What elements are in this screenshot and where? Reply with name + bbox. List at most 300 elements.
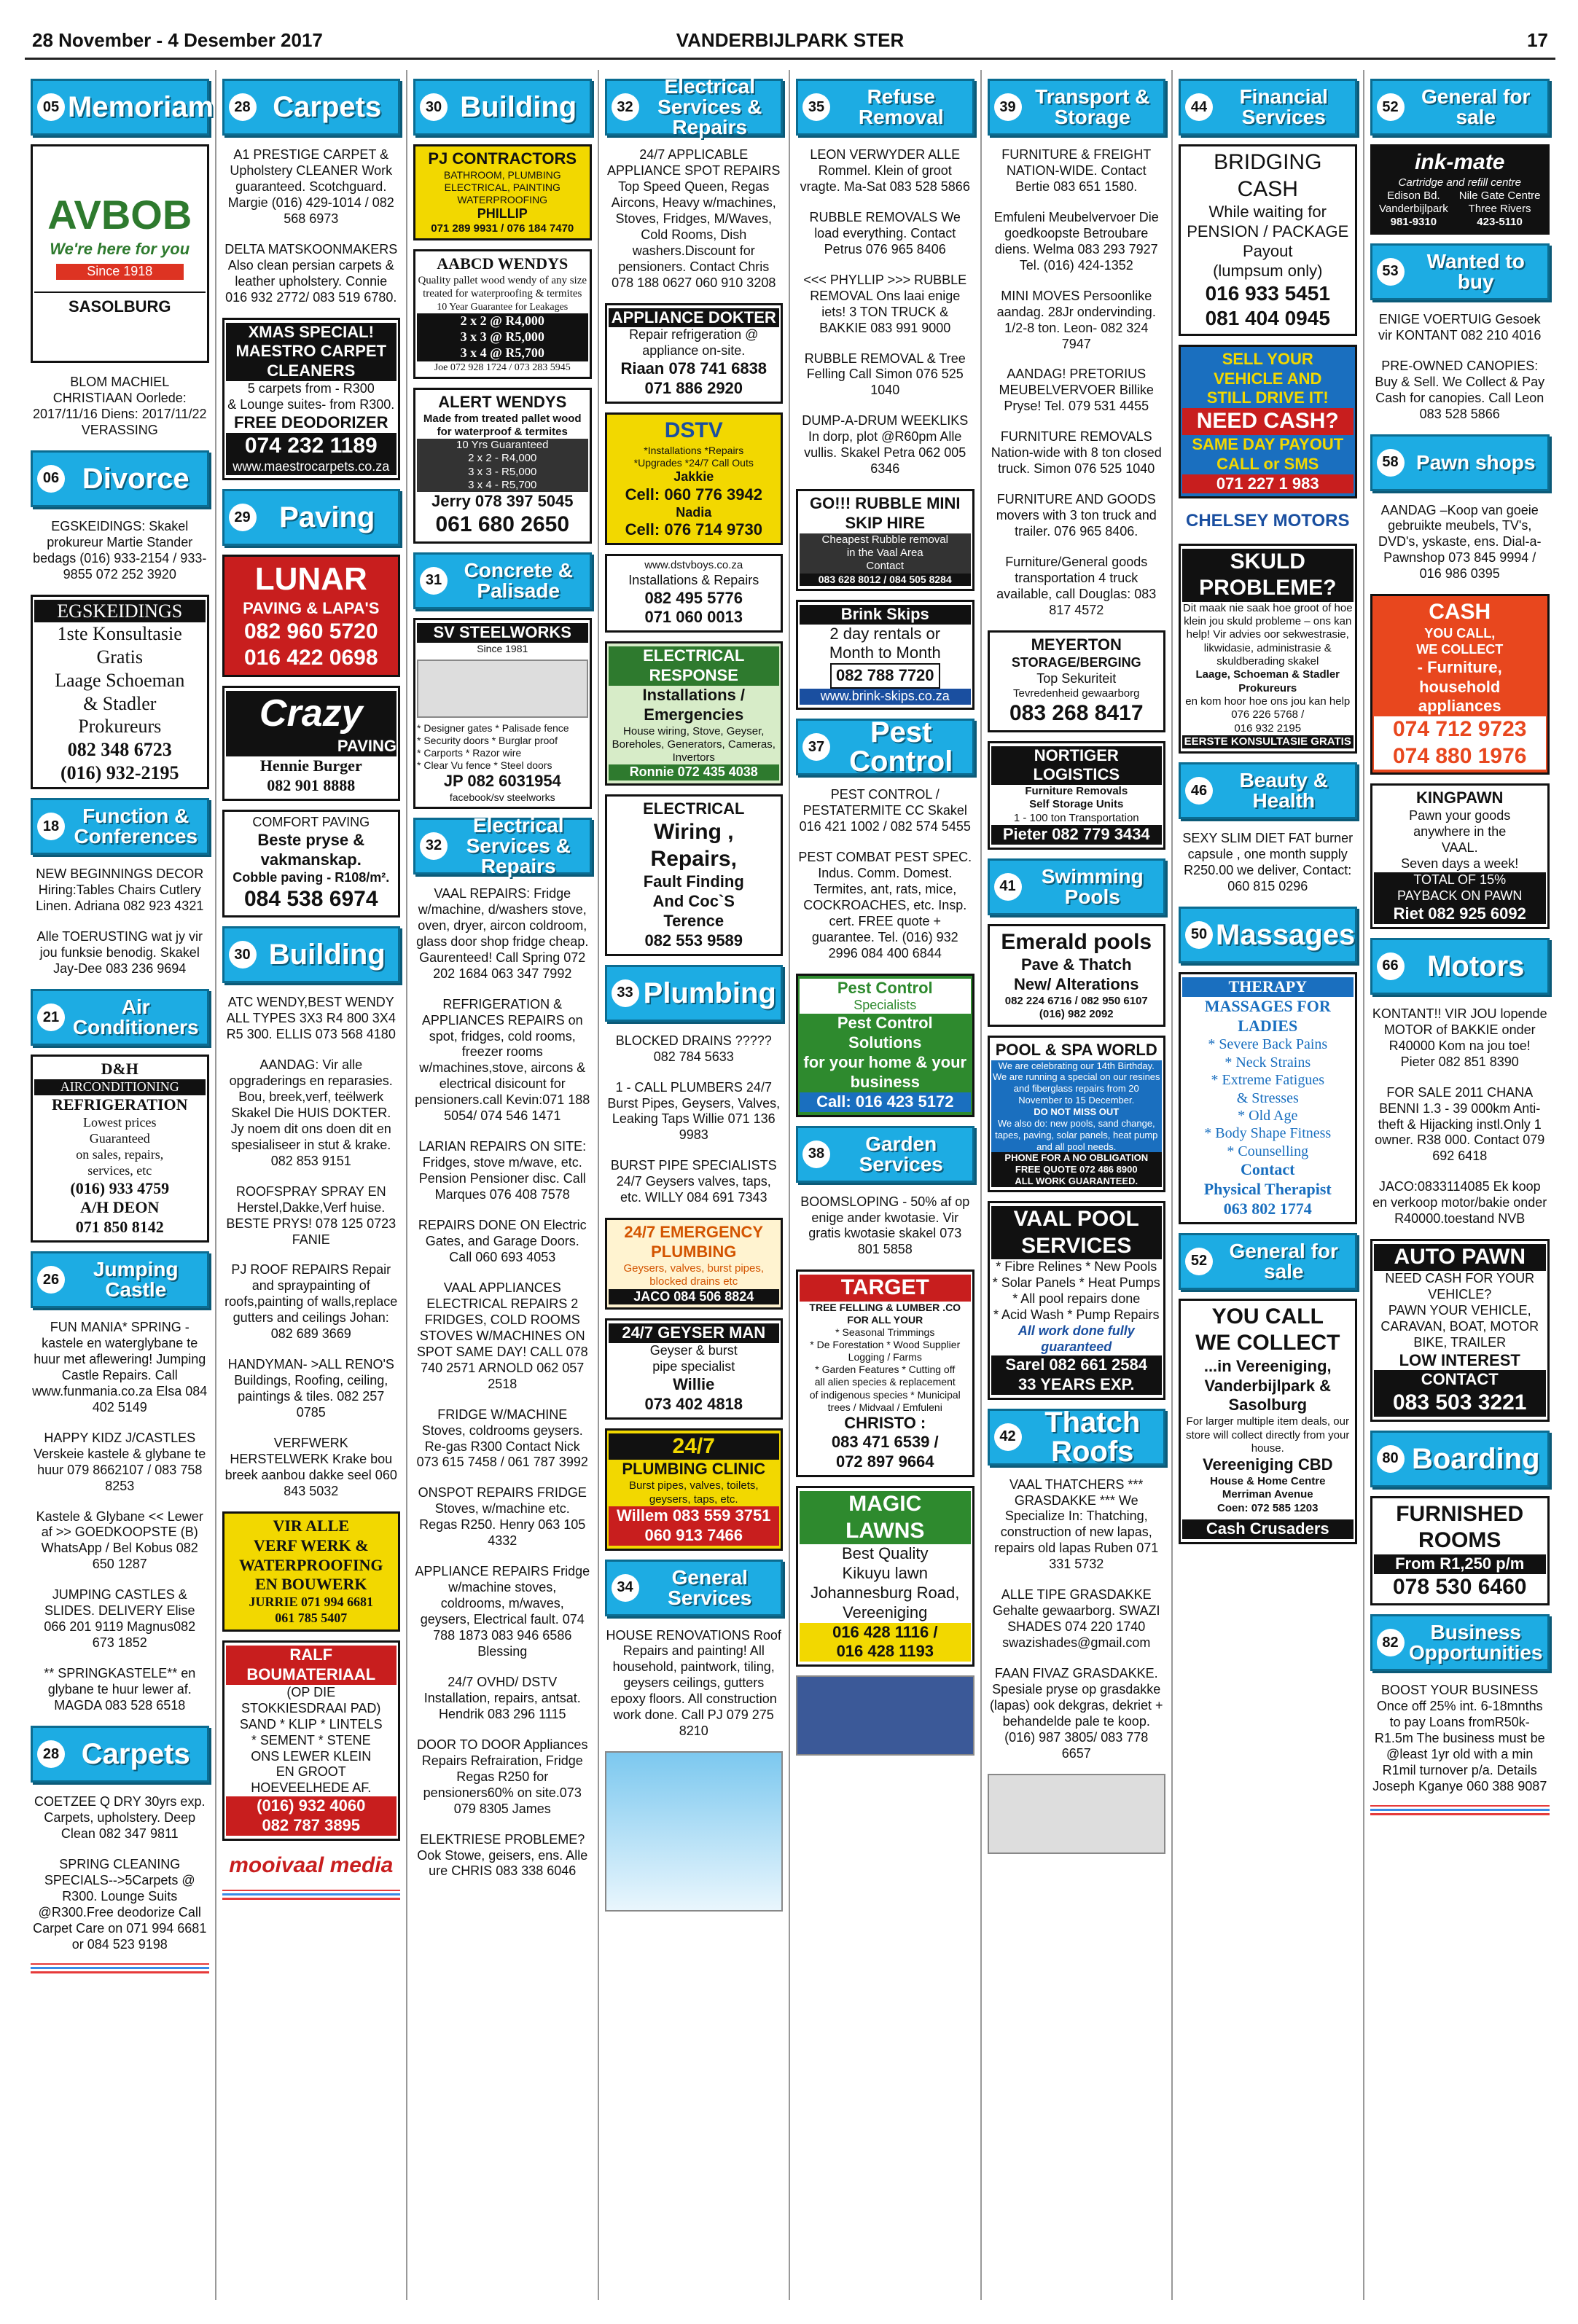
furnished-rooms-ad (1370, 1496, 1550, 1606)
door-to-door-ad: DOOR TO DOOR Appliances Repairs Refrairation, Fridge Regas R250 for pensioners60% on site.073 079 8305 James (417, 1737, 588, 1816)
category-title: Function & Conferences (74, 805, 198, 848)
ad-line: D&H (101, 1060, 138, 1079)
ralf-ad (222, 1640, 401, 1841)
classifieds-image (988, 1774, 1166, 1854)
category-number: 30 (229, 941, 257, 969)
ad-line: Geysers, valves, burst pipes, blocked drains etc (623, 1261, 765, 1288)
ad-line: 3 x 4 - R5,700 (417, 479, 588, 492)
ad-line: LUNAR (254, 561, 367, 598)
phyllip-ad: <<< PHYLLIP >>> RUBBLE REMOVAL Ons laai enige iets! 3 TON TRUCK & BAKKIE 083 991 9000 (803, 272, 967, 335)
emfuleni-ad: Emfuleni Meubelvervoer Die goedkoopste Betroubare diens. Welma 083 293 7927 Tel. (016) 424-1352 (993, 209, 1159, 273)
ad-line: 10 Year Guarantee for Leakages (437, 301, 569, 313)
ad-line: CALL or SMS (1216, 454, 1319, 473)
ad-line: EN BOUWERK (255, 1575, 367, 1594)
ad-line: * Security doors * Burglar proof (417, 734, 558, 746)
ad-logo: Cash Crusaders (1182, 1519, 1354, 1539)
category-header (1370, 1614, 1550, 1671)
ad-line: & Stresses (1236, 1089, 1299, 1106)
ad-phone: 016 428 1193 (800, 1642, 971, 1662)
ad-line: All work done fully guaranteed (1018, 1323, 1135, 1354)
ad-line: *Upgrades *24/7 Call Outs (633, 456, 754, 469)
ad-line: HOEVEELHEDE AF. (251, 1780, 372, 1796)
page-header (25, 16, 1555, 60)
ad-line: RESPONSE (609, 666, 780, 686)
category-number: 42 (994, 1423, 1022, 1451)
ad-line: EERSTE KONSULTASIE GRATIS (1182, 735, 1354, 748)
mooivaal-logo: mooivaal media (229, 1853, 394, 1878)
category-header (31, 1251, 209, 1308)
magic-lawns-ad (796, 1486, 974, 1667)
delta-ad: DELTA MATSKOONMAKERS Also clean persian carpets & leather upholstery. Connie 016 932 2772/ 083 519 6780. (224, 241, 398, 305)
ad-line: COMFORT PAVING (252, 814, 370, 829)
ad-phone: 016 932 2195 (1234, 721, 1302, 735)
ad-line: Wiring , (653, 820, 734, 845)
ad-line: Burst pipes, valves, toilets, geysers, taps, etc. (628, 1479, 759, 1506)
huis-dokter-ad: AANDAG: Vir alle opgraderings en reparasies. Bou, breek,verf, teëlwerk Skakel Die HUIS DOKTER. Jy noem dit ons doen dit en spesialiseer in stut & krake. 082 853 9151 (229, 1057, 393, 1168)
ad-phone: 074 232 1189 (226, 433, 397, 460)
boomsloping-ad: BOOMSLOPING - 50% af op enige ander kwotasie. Vir gratis kwotasie skakel 073 801 5858 (800, 1194, 970, 1257)
ad-phone: 061 680 2650 (435, 512, 569, 537)
category-number: 21 (37, 1003, 65, 1031)
ad-line: SV STEELWORKS (417, 623, 588, 643)
roofspray-ad: ROOFSPRAY SPRAY EN Herstel,Dakke,Verf huise. BESTE PRYS! 078 125 0723 FANIE (226, 1183, 397, 1247)
category-number: 53 (1377, 258, 1405, 286)
category-title: Business Opportunities (1408, 1621, 1543, 1664)
category-title: Pest Control (849, 716, 953, 778)
ad-line: Terence (663, 912, 724, 931)
emergency-plumbing-ad (605, 1218, 784, 1310)
ad-line: PAVING (226, 737, 397, 756)
ad-phone: 083 559 3751 (672, 1506, 771, 1525)
ad-phone: 074 712 9723 (1374, 716, 1546, 743)
avbob-branch: SASOLBURG (34, 292, 206, 317)
category-title: Boarding (1411, 1442, 1540, 1475)
category-number: 33 (612, 979, 639, 1007)
ad-line: for your home & your (803, 1053, 967, 1072)
category-title: Financial Services (1239, 85, 1328, 128)
ad-line: 3 x 3 - R5,000 (417, 466, 588, 479)
category-title: Concrete & Palisade (464, 558, 573, 602)
category-number: 28 (37, 1740, 65, 1768)
comfort-paving-ad (222, 810, 401, 918)
rubble-petrus-ad: RUBBLE REMOVALS We load everything. Contact Petrus 076 965 8406 (809, 209, 961, 257)
maestro-ad (222, 318, 401, 481)
ad-line: services, etc (87, 1162, 152, 1178)
toerusting-ad: Alle TOERUSTING wat jy vir jou funksie benodig. Skakel Jay-Dee 083 236 9694 (36, 929, 203, 977)
ad-line: PLUMBING (651, 1243, 737, 1261)
ad-line: *Installations *Repairs (644, 444, 744, 456)
springkastele-ad: ** SPRINGKASTELE** en glybane te huur lewer af. MAGDA 083 528 6518 (44, 1666, 196, 1713)
ad-line: WATERPROOFING (238, 1555, 383, 1574)
category-header (796, 1126, 974, 1183)
ad-line: business (850, 1072, 920, 1091)
ad-line: CHRISTO : (844, 1413, 926, 1432)
faan-fivaz-ad: FAAN FIVAZ GRASDAKKE. Spesiale pryse op grasdakke (lapas) ook dekgras, dekriet + behandelde pale te koop. (016) 987 3805/ 083 778 6657 (989, 1666, 1163, 1761)
ad-line: Pave & Thatch (1020, 955, 1132, 974)
kontant-ad: KONTANT!! VIR JOU lopende MOTOR of BAKKIE onder R40000 Kom na jou toe! Pieter 082 851 8390 (1372, 1006, 1547, 1069)
ad-line: Contact (800, 560, 971, 573)
avbob-ad (31, 144, 209, 363)
ad-line: AIRCONDITIONING (34, 1079, 206, 1095)
category-title: Building (268, 939, 386, 971)
ad-phone: 084 538 6974 (243, 886, 378, 911)
category-header (31, 798, 209, 855)
1-call-plumbers-ad: 1 - CALL PLUMBERS 24/7 Burst Pipes, Geysers, Valves, Leaking Taps Willie 071 136 9983 (607, 1079, 781, 1143)
ad-line: VERF WERK & (253, 1535, 369, 1554)
ad-phone: 083 503 3221 (1374, 1390, 1546, 1417)
ad-line: 1ste Konsultasie (57, 623, 182, 645)
category-title: Paving (279, 501, 375, 534)
ad-line: * Clear Vu fence * Steel doors (417, 759, 552, 771)
vaal-pool-services-ad (988, 1201, 1166, 1400)
ad-line: en kom hoor hoe ons jou kan help (1185, 695, 1351, 708)
category-header (1370, 434, 1550, 491)
pj-roof-ad: PJ ROOF REPAIRS Repair and spraypainting of roofs,painting of walls,replace gutters and ceilings Johan: 082 689 3669 (224, 1262, 398, 1342)
ad-line: all alien species & replacement (814, 1376, 956, 1388)
sexy-slim-ad: SEXY SLIM DIET FAT burner capsule , one month supply R250.00 we deliver, Contact: 060 815 0296 (1182, 831, 1354, 893)
category-header (31, 989, 209, 1046)
ad-phone: 016 933 5451 (1205, 281, 1330, 305)
facebook-thumbs-image (796, 1675, 974, 1756)
ad-phone: 981-9310 (1390, 216, 1437, 229)
ad-line: PAYBACK ON PAWN (1374, 888, 1546, 904)
ad-line: Hennie Burger (259, 756, 362, 775)
avbob-slogan: We're here for you (50, 240, 190, 259)
ad-line: Guaranteed (89, 1130, 150, 1146)
kingpawn-ad (1370, 783, 1550, 928)
category-header (413, 552, 592, 609)
ad-website: www.dstvboys.co.za (644, 559, 743, 572)
ad-line: From R1,250 p/m (1374, 1554, 1546, 1574)
ad-line: Laage, Schoeman & Stadler Prokureurs (1195, 668, 1340, 695)
ad-line: CASH (1237, 176, 1298, 201)
ad-line: SAND * KLIP * LINTELS (239, 1716, 383, 1732)
category-header (1370, 243, 1550, 300)
ad-phone: (016) 932 4060 (226, 1796, 397, 1816)
ad-phone: Sarel 082 661 2584 (991, 1355, 1163, 1375)
ad-phone: (016) 982 2092 (1039, 1008, 1114, 1021)
ad-line: ALERT WENDYS (438, 392, 567, 411)
avbob-logo: AVBOB (47, 192, 192, 238)
ad-line: EN GROOT (276, 1764, 346, 1780)
larian-ad: LARIAN REPAIRS ON SITE: Fridges, stove m/wave, etc. Pension Pensioner disc. Call Marques 076 408 7578 (418, 1139, 587, 1202)
ad-phone: 063 802 1774 (1223, 1199, 1312, 1218)
pool-spa-world-ad (988, 1036, 1166, 1192)
category-title: Thatch Roofs (1044, 1406, 1141, 1468)
ad-line: We also do: new pools, sand change, tapes, paving, solar panels, heat pump and all pool needs. (991, 1118, 1163, 1153)
ad-line: Specialists (800, 998, 971, 1014)
ad-line: MAGIC (800, 1491, 971, 1518)
ad-line: ROOMS (1418, 1528, 1501, 1553)
category-number: 37 (802, 733, 830, 761)
ad-line: * Body Shape Fitness (1204, 1125, 1332, 1142)
ad-line: MAESTRO CARPET CLEANERS (226, 342, 397, 381)
ad-phone: 082 901 8888 (267, 776, 356, 795)
jaco-ad: JACO:0833114085 Ek koop en verkoop motor/bakie onder R40000.toestand NVB (1372, 1179, 1547, 1226)
ad-line: VAAL POOL (991, 1206, 1163, 1233)
auto-pawn-ad (1370, 1239, 1550, 1422)
general-goods-ad: Furniture/General goods transportation 4 truck available, call Douglas: 083 817 4572 (996, 555, 1157, 617)
category-title: Carpets (273, 91, 382, 123)
ad-line: * Solar Panels * Heat Pumps (992, 1275, 1160, 1291)
pj-contractors-ad (413, 144, 592, 240)
ad-line: Seven days a week! (1401, 856, 1519, 872)
ad-line: & Lounge suites- from R300. (227, 397, 395, 412)
ad-line: DO NOT MISS OUT (991, 1106, 1163, 1118)
ad-phone: 082 960 5720 (243, 619, 378, 643)
ad-line: (OP DIE (286, 1684, 336, 1699)
ad-phone: Riaan 078 741 6838 (620, 359, 767, 378)
ad-line: * Neck Strains (1224, 1054, 1311, 1071)
ad-line: CONTACT (1374, 1370, 1546, 1390)
dump-a-drum-ad: DUMP-A-DRUM WEEKLIKS In dorp, plot @R60pm Alle vullis. Skakel Petra 062 005 6346 (802, 413, 969, 477)
ad-line: MASSAGES FOR (1204, 996, 1331, 1015)
ad-line: CASH (1429, 600, 1491, 625)
ad-phone: 082 224 6716 / 082 950 6107 (1004, 995, 1148, 1008)
ad-line: * All pool repairs done (1012, 1291, 1141, 1307)
emerald-pools-ad (988, 924, 1166, 1027)
appliance-repairs-ad: APPLIANCE REPAIRS Fridge w/machine stoves, coldrooms, m/waves, geysers, Electrical fault. 074 788 1873 083 946 6586 Blessing (415, 1564, 590, 1659)
ad-phone: Cell: 076 714 9730 (625, 520, 762, 539)
ad-line: BOUMATERIAAL (226, 1665, 397, 1685)
divorce-ad: EGSKEIDINGS: Skakel prokureur Martie Stander bedags (016) 933-2154 / 933-9855 072 252 3920 (33, 518, 207, 582)
category-header (413, 79, 592, 136)
egskeidings-box (31, 595, 209, 790)
category-number: 32 (612, 93, 639, 121)
furniture-goods-ad: FURNITURE AND GOODS movers with 3 ton truck and trailer. 076 965 8406. (996, 492, 1157, 539)
ad-phone: JP 082 6031954 (443, 772, 561, 790)
ad-line: Physical Therapist (1203, 1179, 1332, 1198)
category-title: Garden Services (859, 1132, 943, 1175)
ad-line: Jakkie (673, 469, 714, 484)
ad-line: Willie (673, 1375, 715, 1394)
brink-skips-ad (796, 600, 974, 710)
ad-line: ink-mate (1415, 150, 1505, 174)
ad-line: ELECTRICAL (609, 646, 780, 666)
bottom-stripe (222, 1890, 401, 1900)
ad-line: A/H DEON (80, 1198, 160, 1217)
category-title: Beauty & Health (1239, 769, 1328, 813)
ad-line: & Stadler (83, 692, 157, 714)
vir-alle-ad (222, 1511, 401, 1632)
ad-phone: 076 226 5768 / (1231, 708, 1305, 721)
ad-line: Vanderbijlpark (1378, 203, 1448, 216)
holiday-image (605, 1751, 784, 1912)
aabcd-ad (413, 249, 592, 378)
ad-line: BRIDGING (1214, 150, 1322, 174)
category-number: 80 (1377, 1445, 1405, 1473)
ad-line: PAWN YOUR VEHICLE, CARAVAN, BOAT, MOTOR BIKE, TRAILER (1380, 1302, 1539, 1350)
ad-line: NEED CASH? (1182, 408, 1354, 435)
ad-line: LAWNS (800, 1518, 971, 1545)
ad-phone: 074 880 1976 (1374, 743, 1546, 770)
ad-phone: 061 785 5407 (275, 1611, 348, 1626)
ad-line: Installations / (642, 685, 746, 704)
ad-line: Repair refrigeration @ appliance on-site. (629, 327, 759, 359)
pestatermite-ad: PEST CONTROL / PESTATERMITE CC Skakel 016 421 1002 / 082 574 5455 (799, 787, 971, 834)
ad-line: Pawn your goods (1409, 808, 1511, 823)
ad-line: facebook/sv steelworks (449, 791, 555, 803)
boost-business-ad: BOOST YOUR BUSINESS Once off 25% int. 6-18mnths to pay Loans fromR50k-R1.5m The business must be @least 1yr old with a min R1mil turnover p/a. Details Joseph Kganye 060 388 9087 (1372, 1683, 1547, 1794)
ad-line: Contact (1240, 1160, 1295, 1179)
ad-phone: 078 530 6460 (1392, 1574, 1527, 1599)
category-number: 31 (420, 567, 448, 595)
ad-phone: Call: 016 423 5172 (800, 1092, 971, 1112)
fridge-wmachine-ad: FRIDGE W/MACHINE Stoves, coldrooms geysers. Re-gas R300 Contact Nick 073 615 7458 / 061 787 3992 (416, 1406, 588, 1470)
pest-solutions-ad (796, 974, 974, 1117)
category-number: 06 (37, 465, 65, 493)
category-number: 46 (1185, 777, 1213, 805)
ad-phone: (016) 933 4759 (70, 1178, 170, 1197)
ad-line: FREE DEODORIZER (234, 412, 388, 431)
ad-phone: 073 402 4818 (644, 1395, 743, 1414)
ad-line: GO!!! RUBBLE MINI (809, 494, 961, 513)
category-title: Massages (1216, 918, 1356, 951)
onspot-ad: ONSPOT REPAIRS FRIDGE Stoves, w/machine etc. Regas R250. Henry 063 105 4332 (418, 1485, 587, 1549)
ad-line: Quality pallet wood wendy of any size treated for waterproofing & termites (418, 275, 587, 300)
ad-line: VIR ALLE (273, 1516, 350, 1535)
category-number: 44 (1185, 93, 1213, 121)
ad-line: ELECTRICAL, PAINTING (444, 181, 560, 193)
ad-line: * Seasonal Trimmings (835, 1326, 935, 1339)
category-header (222, 926, 401, 983)
category-number: 39 (994, 93, 1022, 121)
ad-line: SERVICES (991, 1233, 1163, 1260)
vaal-thatchers-ad: VAAL THATCHERS *** GRASDAKKE *** We Specialize In: Thatching, construction of new lapas, repairs old lapas Ruben 071 331 5732 (994, 1476, 1159, 1572)
elektriese-ad: ELEKTRIESE PROBLEME? Ook Stowe, geisers, ens. Alle ure CHRIS 083 338 6046 (417, 1831, 588, 1879)
ad-line: Tevredenheid gewaarborg (1013, 686, 1140, 700)
ad-line: Pest Control (800, 979, 971, 998)
ad-line: Installations & Repairs (628, 572, 759, 587)
swazi-shades-ad: ALLE TIPE GRASDAKKE Gehalte gewaarborg. SWAZI SHADES 074 220 1740 swazishades@gmail.com (993, 1587, 1160, 1651)
ad-phone: Pieter 082 779 3434 (991, 825, 1163, 845)
ad-phone: Coen: 072 585 1203 (1217, 1501, 1319, 1514)
alert-wendys-ad (413, 388, 592, 544)
column-8 (1364, 70, 1555, 2300)
plumbing-clinic-ad (605, 1428, 784, 1551)
ad-line: Furniture Removals (1025, 785, 1128, 798)
category-title: Electrical Services & Repairs (657, 75, 762, 138)
ad-line: * Counselling (1227, 1143, 1309, 1159)
category-header (222, 489, 401, 546)
ad-line: TREE FELLING & LUMBER .CO (809, 1301, 961, 1313)
category-header (31, 450, 209, 507)
handyman-ad: HANDYMAN- >ALL RENO'S Buildings, Roofing, ceiling, paintings & tiles. 082 257 0785 (227, 1357, 394, 1420)
ad-line: While waiting for (1208, 203, 1327, 222)
furniture-removals-ad: FURNITURE REMOVALS Nation-wide with 8 ton closed truck. Simon 076 525 1040 (991, 429, 1162, 477)
go-rubble-ad (796, 489, 974, 591)
ad-line: * Old Age (1238, 1107, 1298, 1124)
ad-line: YOU CALL, (1424, 625, 1496, 641)
therapy-massages-ad (1179, 972, 1357, 1224)
ad-line: household (1419, 677, 1501, 696)
ad-line: Month to Month (829, 643, 941, 662)
ad-line: Since 1981 (477, 642, 528, 654)
jumping-slides-ad: JUMPING CASTLES & SLIDES. DELIVERY Elise 066 201 9119 Magnus082 673 1852 (44, 1587, 196, 1651)
ad-line: Vereeniging (843, 1603, 928, 1621)
ad-line: STORAGE/BERGING (1011, 654, 1141, 670)
ad-phone: 082 787 3895 (226, 1816, 397, 1836)
ad-phone: 083 471 6539 / (831, 1433, 939, 1452)
ad-line: Willem (617, 1506, 668, 1525)
avbob-since: Since 1918 (56, 264, 184, 280)
issue-date: 28 November - 4 Desember 2017 (32, 29, 323, 51)
ad-line: VEHICLE AND (1214, 369, 1322, 388)
dstv-logo: DSTV (664, 418, 723, 442)
column-4 (599, 70, 791, 2300)
crazy-paving-ad (222, 686, 401, 801)
ad-line: And Coc`S (652, 892, 735, 911)
ad-phone: Joe 072 928 1724 / 073 283 5945 (434, 361, 571, 373)
category-title: Wanted to buy (1426, 249, 1525, 293)
ad-website: www.brink-skips.co.za (800, 689, 971, 705)
category-number: 29 (229, 504, 257, 531)
category-header (796, 716, 974, 778)
ad-phone: 082 495 5776 (644, 588, 743, 607)
category-header (605, 1560, 784, 1616)
ad-line: * De Forestation * Wood Supplier (810, 1339, 961, 1351)
ad-line: PLUMBING CLINIC (622, 1460, 766, 1479)
ad-line: Prokureurs (78, 716, 162, 738)
furniture-freight-ad: FURNITURE & FREIGHT NATION-WIDE. Contact Bertie 083 651 1580. (1001, 147, 1152, 194)
ad-line: WE COLLECT (1195, 1331, 1340, 1355)
ad-line: Beste pryse & vakmanskap. (257, 830, 365, 869)
ad-line: Three Rivers (1468, 203, 1531, 216)
ad-line: MEYERTON (1031, 635, 1122, 654)
ad-line: 33 YEARS EXP. (991, 1375, 1163, 1395)
appliance-dokter-ad (605, 303, 784, 404)
ad-line: SKIP HIRE (845, 514, 926, 533)
mini-moves-ad: MINI MOVES Persoonlike aandag. 28Jr ondervinding. 1/2-8 ton. Leon- 082 324 7947 (996, 288, 1156, 351)
ad-line: in the Vaal Area (800, 547, 971, 560)
verfwerk-ad: VERFWERK HERSTELWERK Krake bou breek aanbou dakke seel 060 843 5032 (224, 1436, 397, 1498)
category-title: Plumbing (643, 977, 776, 1009)
ad-line: STOKKIESDRAAI PAD) (241, 1700, 381, 1715)
ad-line: PHILLIP (477, 206, 528, 222)
ad-phone: 016 428 1116 / (800, 1623, 971, 1643)
ad-line: Cheapest Rubble removal (800, 533, 971, 547)
ad-line: New/ Alterations (1013, 975, 1139, 994)
ad-line: 2 day rentals or (829, 624, 941, 643)
category-title: Transport & Storage (1035, 85, 1150, 128)
ad-line: PAVING & LAPA'S (243, 599, 380, 618)
ad-line: ELECTRICAL (643, 799, 745, 818)
ad-line: FOR ALL YOUR (847, 1314, 923, 1326)
ad-line: Gratis (96, 646, 144, 668)
ad-line: Payout (1243, 241, 1293, 260)
electrical-response-ad (605, 641, 784, 786)
category-header (1179, 907, 1357, 963)
funmania-ad: FUN MANIA* SPRING -kastele en waterglybane te huur met aflewering! Jumping Castle Repairs. Call www.funmania.co.za Elsa 084 402 5149 (32, 1320, 208, 1415)
memoriam-notice: BLOM MACHIEL CHRISTIAAN Oorlede: 2017/11/16 Diens: 2017/11/22 VERASSING (32, 375, 207, 437)
ad-line: NEED CASH FOR YOUR VEHICLE? (1385, 1270, 1535, 1302)
ad-phone: 423-5110 (1477, 216, 1523, 229)
electrical-wiring-ad (605, 794, 784, 955)
ad-line: * Carports * Razor wire (417, 746, 522, 759)
prestige-ad: A1 PRESTIGE CARPET & Upholstery CLEANER Work guaranteed. Scotchguard. Margie (016) 429-1014 / 082 568 6973 (227, 147, 394, 226)
enige-voertuig-ad: ENIGE VOERTUIG Gesoek vir KONTANT 082 210 4016 (1378, 311, 1542, 343)
refrigeration-ad: REFRIGERATION & APPLIANCES REPAIRS on spot, fridges, cold rooms, freezer rooms w/machines,stove, aircons & electrical disicount for pensioners.call Kevin:071 188 5054/ 074 546 1471 (415, 996, 590, 1124)
category-number: 52 (1185, 1248, 1213, 1275)
ad-line: STILL DRIVE IT! (1206, 388, 1329, 407)
category-header (1370, 938, 1550, 995)
ad-line: 2 x 2 - R4,000 (417, 452, 588, 465)
ad-line: PJ CONTRACTORS (428, 149, 577, 168)
category-title: Divorce (82, 462, 190, 495)
ad-line: (lumpsum only) (1213, 261, 1323, 280)
ad-line: VAAL. (1441, 840, 1478, 856)
ad-line: of indigenous species * Municipal (809, 1388, 961, 1401)
